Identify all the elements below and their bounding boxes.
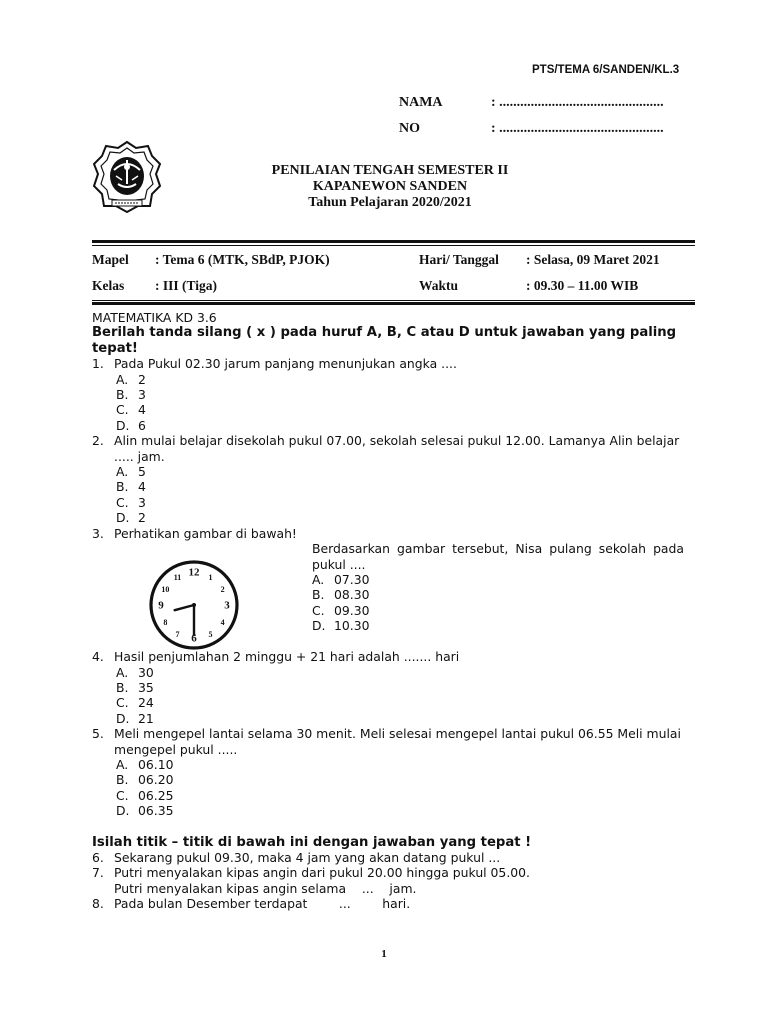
option-letter: C. [116,695,129,711]
clock-icon [148,559,240,651]
exam-title [200,163,580,211]
option-letter: B. [116,387,129,403]
option-letter: C. [116,787,129,803]
option-letter: D. [116,510,130,526]
question-content [92,310,702,912]
option-value: 06.25 [138,787,174,803]
option-a [92,464,702,479]
nama-field: : ............................................... [491,95,664,110]
option-letter: B. [116,479,129,495]
question-number: 4. [92,649,104,665]
question-1 [92,356,702,371]
option-value: 4 [138,479,146,495]
header-rule-top [92,240,695,243]
option-value: 10.30 [334,618,370,634]
option-value: 2 [138,371,146,387]
kelas-value: : III (Tiga) [155,278,218,293]
question-text: Hasil penjumlahan 2 minggu + 21 hari adalah ....... hari [114,649,460,665]
clock-numeral: 3 [224,599,230,612]
option-letter: B. [116,679,129,695]
option-value: 09.30 [334,602,370,618]
option-d [92,803,702,818]
clock-numeral: 10 [161,585,170,595]
page-number: 1 [381,948,387,960]
mapel-label: Mapel [92,252,129,267]
header-rule-bottom-thin [92,300,695,301]
option-b [92,772,702,787]
nama-row [399,94,664,111]
question-7 [92,865,702,880]
title-line-2: KAPANEWON SANDEN [312,179,468,194]
question-text: Putri menyalakan kipas angin selama ... jam. [114,880,417,896]
option-a [312,572,684,587]
option-b [312,587,684,602]
no-field: : ............................................... [491,121,664,136]
title-line-1: PENILAIAN TENGAH SEMESTER II [271,163,509,178]
question-6 [92,850,702,865]
clock-numeral: 9 [158,599,164,612]
question-number: 1. [92,356,104,372]
question-3-body [92,541,702,649]
option-value: 21 [138,710,154,726]
question-number: 8. [92,896,104,912]
question-text: Meli mengepel lantai selama 30 menit. Meli selesai mengepel lantai pukul 06.55 Meli mulai mengepel pukul ..... [114,726,681,757]
question-3 [92,526,702,541]
question-8 [92,896,702,911]
option-a [92,665,702,680]
clock-numeral: 2 [220,585,225,595]
question-text: Sekarang pukul 09.30, maka 4 jam yang akan datang pukul ... [114,849,501,865]
header-rule-bottom [92,302,695,305]
option-letter: A. [116,664,129,680]
title-line-3: Tahun Pelajaran 2020/2021 [308,195,472,210]
option-value: 08.30 [334,587,370,603]
question-number: 3. [92,525,104,541]
question-2 [92,433,702,464]
question-7-continued [92,881,702,896]
option-b [92,680,702,695]
option-b [92,479,702,494]
clock-figure [148,559,240,654]
question-text: Pada Pukul 02.30 jarum panjang menunjukan angka .... [114,356,457,372]
question-number: 5. [92,726,104,742]
clock-numeral: 11 [173,572,182,582]
question-text: Perhatikan gambar di bawah! [114,525,297,541]
option-value: 3 [138,387,146,403]
waktu-value: : 09.30 – 11.00 WIB [526,278,639,293]
kelas-label: Kelas [92,278,125,293]
option-a [92,372,702,387]
instruction-fill-in: Isilah titik – titik di bawah ini dengan jawaban yang tepat ! [92,834,532,850]
no-label: NO [399,121,420,136]
clock-center [192,603,196,607]
waktu-label: Waktu [419,278,459,293]
option-c [92,788,702,803]
instruction-multiple-choice: Berilah tanda silang ( x ) pada huruf A, B, C atau D untuk jawaban yang paling tepat! [92,325,677,356]
option-d [92,510,702,525]
option-value: 2 [138,510,146,526]
option-letter: A. [116,371,129,387]
question-text: Pada bulan Desember terdapat ... hari. [114,896,411,912]
question-5 [92,726,702,757]
clock-numeral: 1 [208,572,213,582]
clock-numeral: 6 [191,632,197,645]
option-c [312,603,684,618]
section-spacer [92,819,702,835]
question-3-side-line-1: Berdasarkan gambar tersebut, Nisa pulang sekolah pada [312,541,684,557]
option-a [92,757,702,772]
option-letter: B. [116,772,129,788]
option-value: 07.30 [334,571,370,587]
option-letter: C. [116,494,129,510]
option-letter: A. [116,464,129,480]
option-letter: D. [312,618,326,634]
mapel-value: : Tema 6 (MTK, SBdP, PJOK) [155,252,330,267]
option-value: 06.35 [138,803,174,819]
header-rule-top-thin [92,245,695,246]
option-value: 5 [138,464,146,480]
question-3-side-line-2: pukul .... [312,556,366,572]
option-b [92,387,702,402]
clock-numeral: 8 [163,618,168,628]
option-d [92,711,702,726]
option-value: 35 [138,679,154,695]
clock-numeral: 5 [208,630,213,640]
option-value: 6 [138,417,146,433]
option-c [92,495,702,510]
document-code: PTS/TEMA 6/SANDEN/KL.3 [532,64,680,76]
option-letter: C. [312,602,325,618]
question-number: 6. [92,849,104,865]
question-number: 2. [92,433,104,449]
clock-numeral: 12 [188,566,200,579]
option-value: 24 [138,695,154,711]
option-value: 4 [138,402,146,418]
nama-label: NAMA [399,95,443,110]
question-text: Putri menyalakan kipas angin dari pukul 20.00 hingga pukul 05.00. [114,865,530,881]
option-c [92,695,702,710]
option-value: 3 [138,494,146,510]
option-d [92,418,702,433]
option-letter: D. [116,417,130,433]
no-row [399,120,664,137]
option-letter: A. [312,571,325,587]
option-d [312,618,684,633]
clock-numeral: 7 [175,630,180,640]
option-letter: D. [116,803,130,819]
option-letter: B. [312,587,325,603]
option-value: 06.20 [138,772,174,788]
option-c [92,402,702,417]
option-value: 30 [138,664,154,680]
option-letter: C. [116,402,129,418]
option-letter: D. [116,710,130,726]
question-text: Alin mulai belajar disekolah pukul 07.00, sekolah selesai pukul 12.00. Lamanya Alin belajar ..... jam. [114,433,680,464]
hari-label: Hari/ Tanggal [419,252,499,267]
section-heading: MATEMATIKA KD 3.6 [92,310,217,325]
question-number: 7. [92,865,104,881]
clock-numeral: 4 [220,618,225,628]
regency-seal-logo [92,140,162,214]
question-3-side [312,541,684,633]
option-value: 06.10 [138,756,174,772]
hari-value: : Selasa, 09 Maret 2021 [526,252,660,267]
option-letter: A. [116,756,129,772]
